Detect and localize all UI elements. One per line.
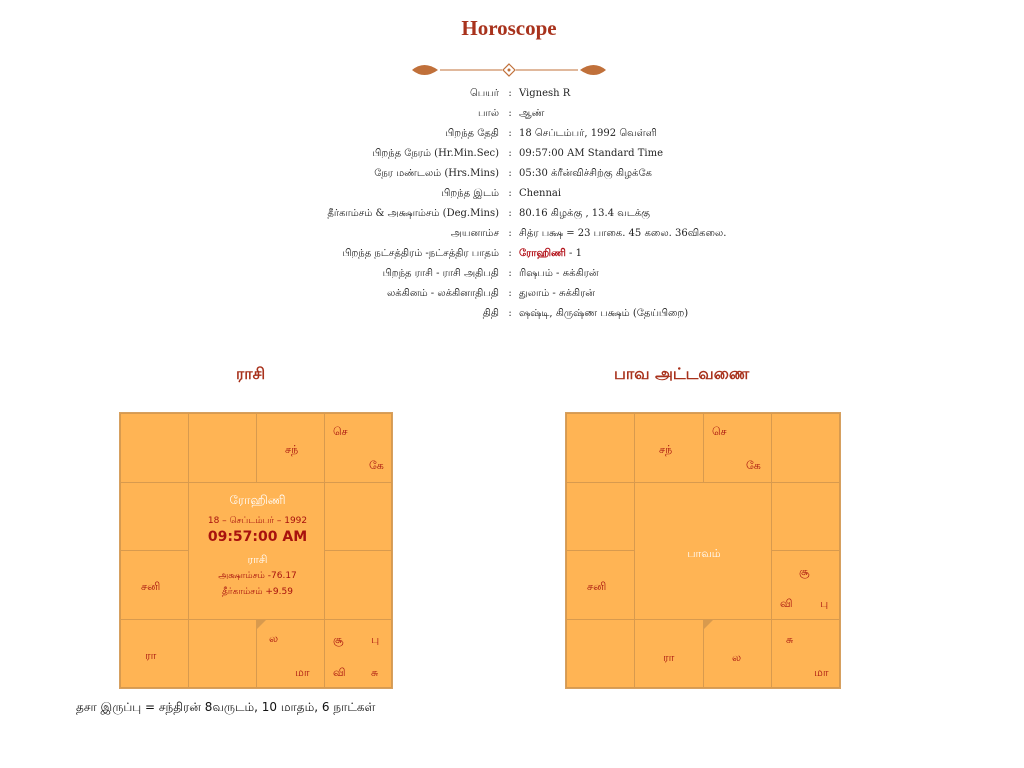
- planet-label: கே: [369, 459, 384, 472]
- rasi-center: [188, 482, 325, 620]
- planet-label: கே: [746, 459, 761, 472]
- rasi-house: [120, 413, 189, 483]
- planet-label: வி: [780, 597, 793, 610]
- bhava-house: [566, 550, 635, 620]
- planet-label: வி: [333, 666, 346, 679]
- detail-value: ஆண்: [519, 108, 545, 119]
- bhava-center-label: பாவம்: [687, 547, 721, 560]
- detail-value: 18 செப்டம்பர், 1992 வெள்ளி: [519, 128, 657, 139]
- planet-label: ரா: [663, 651, 675, 664]
- bhava-house-lagna: [703, 619, 772, 688]
- bhava-house: [566, 482, 635, 551]
- planet-label: சு: [371, 666, 379, 679]
- detail-row: பிறந்த நட்சத்திரம் -நட்சத்திர பாதம் : ரோஹிணி - 1: [0, 244, 1024, 264]
- detail-label: திதி: [482, 308, 499, 319]
- detail-row: லக்கினம் - லக்கினாதிபதி : துலாம் - சுக்கிரன்: [0, 284, 1024, 304]
- bhava-house: [634, 619, 704, 688]
- planet-label: ரா: [145, 649, 157, 662]
- detail-value: சித்ர பக்ஷ = 23 பாகை. 45 கலை. 36விகலை.: [519, 228, 727, 239]
- detail-value: Vignesh R: [519, 88, 571, 99]
- detail-label: பிறந்த ராசி - ராசி அதிபதி: [382, 268, 499, 279]
- detail-label: பிறந்த நட்சத்திரம் -நட்சத்திர பாதம்: [342, 248, 499, 259]
- birth-date: 18 – செப்டம்பர் – 1992: [207, 516, 308, 526]
- planet-label: செ: [333, 425, 348, 438]
- rasi-house: [324, 550, 392, 620]
- ornament-divider: [410, 60, 608, 80]
- rasi-house: [324, 482, 392, 551]
- planet-label: சூ: [799, 565, 810, 578]
- detail-row: திதி : ஷஷ்டி, கிருஷ்ண பக்ஷம் (தேய்பிறை): [0, 304, 1024, 324]
- rasi-chart: [119, 412, 393, 689]
- bhava-house: [634, 413, 704, 483]
- detail-row: அயனாம்ச : சித்ர பக்ஷ = 23 பாகை. 45 கலை. 36விகலை.: [0, 224, 1024, 244]
- rasi-house: [188, 413, 257, 483]
- planet-label: சனி: [587, 580, 607, 593]
- planet-label: சந்: [659, 443, 673, 456]
- dasa-balance: தசா இருப்பு = சந்திரன் 8வருடம், 10 மாதம், 6 நாட்கள்: [76, 700, 376, 714]
- bhava-house: [771, 619, 840, 688]
- detail-row: பிறந்த தேதி : 18 செப்டம்பர், 1992 வெள்ளி: [0, 124, 1024, 144]
- latitude: அக்ஷாம்சம் -76.17: [218, 571, 297, 581]
- rasi-house: [256, 413, 325, 483]
- longitude: தீர்காம்சம் +9.59: [222, 587, 293, 597]
- detail-row: பிறந்த நேரம் (Hr.Min.Sec) : 09:57:00 AM Standard Time: [0, 144, 1024, 164]
- detail-value: Chennai: [519, 188, 562, 199]
- bhava-center: [634, 482, 772, 620]
- rasi-house: [188, 619, 257, 688]
- planet-label: மா: [295, 666, 310, 679]
- detail-label: பால்: [478, 108, 499, 119]
- bhava-house: [771, 482, 840, 551]
- rasi-house: [120, 550, 189, 620]
- detail-value: ஷஷ்டி, கிருஷ்ண பக்ஷம் (தேய்பிறை): [519, 308, 689, 319]
- detail-value: ரோஹிணி - 1: [519, 248, 582, 259]
- planet-label: ல: [269, 632, 279, 645]
- detail-value: 80.16 கிழக்கு , 13.4 வடக்கு: [519, 208, 651, 219]
- planet-label: சனி: [141, 580, 161, 593]
- detail-row: நேர மண்டலம் (Hrs.Mins) : 05:30 க்ரீன்விச்சிற்கு கிழக்கே: [0, 164, 1024, 184]
- rasi-house: [324, 619, 392, 688]
- planet-label: சு: [786, 633, 794, 646]
- rasi-house-lagna: [256, 619, 325, 688]
- bhava-house: [771, 413, 840, 483]
- detail-label: பிறந்த நேரம் (Hr.Min.Sec): [372, 148, 499, 159]
- detail-row: பிறந்த இடம் : Chennai: [0, 184, 1024, 204]
- rasi-chart-title: ராசி: [236, 364, 266, 383]
- detail-label: தீர்காம்சம் & அக்ஷாம்சம் (Deg.Mins): [327, 208, 499, 219]
- planet-label: பு: [820, 597, 829, 610]
- bhava-house: [566, 413, 635, 483]
- page-title: Horoscope: [461, 16, 557, 40]
- bhava-chart-title: பாவ அட்டவணை: [614, 364, 750, 383]
- planet-label: பு: [371, 633, 380, 646]
- planet-label: ல: [732, 651, 742, 664]
- bhava-house: [703, 413, 772, 483]
- detail-value: ரிஷபம் - சுக்கிரன்: [519, 268, 599, 279]
- chart-name: ராசி: [247, 553, 268, 566]
- rasi-house: [120, 482, 189, 551]
- detail-row: பால் : ஆண்: [0, 104, 1024, 124]
- star-name: ரோஹிணி: [229, 493, 286, 507]
- rasi-house: [120, 619, 189, 688]
- detail-label: நேர மண்டலம் (Hrs.Mins): [374, 168, 499, 179]
- detail-label: பிறந்த தேதி: [445, 128, 499, 139]
- detail-label: அயனாம்ச: [450, 228, 499, 239]
- detail-row: பிறந்த ராசி - ராசி அதிபதி : ரிஷபம் - சுக்கிரன்: [0, 264, 1024, 284]
- rasi-house: [324, 413, 392, 483]
- lagna-marker: [257, 620, 266, 629]
- planet-label: செ: [712, 425, 727, 438]
- detail-label: பெயர்: [469, 88, 499, 99]
- lagna-marker: [704, 620, 713, 629]
- birth-time: 09:57:00 AM: [207, 529, 308, 545]
- detail-label: லக்கினம் - லக்கினாதிபதி: [386, 288, 499, 299]
- planet-label: சூ: [333, 633, 344, 646]
- bhava-chart: [565, 412, 841, 689]
- planet-label: சந்: [285, 443, 299, 456]
- detail-value: துலாம் - சுக்கிரன்: [519, 288, 595, 299]
- detail-value: 05:30 க்ரீன்விச்சிற்கு கிழக்கே: [519, 168, 652, 179]
- detail-label: பிறந்த இடம்: [441, 188, 499, 199]
- detail-row: பெயர் : Vignesh R: [0, 84, 1024, 104]
- detail-row: தீர்காம்சம் & அக்ஷாம்சம் (Deg.Mins) : 80.16 கிழக்கு , 13.4 வடக்கு: [0, 204, 1024, 224]
- detail-value: 09:57:00 AM Standard Time: [519, 148, 663, 159]
- planet-label: மா: [814, 666, 829, 679]
- bhava-house: [771, 550, 840, 620]
- bhava-house: [566, 619, 635, 688]
- star-highlight: ரோஹிணி: [519, 248, 566, 259]
